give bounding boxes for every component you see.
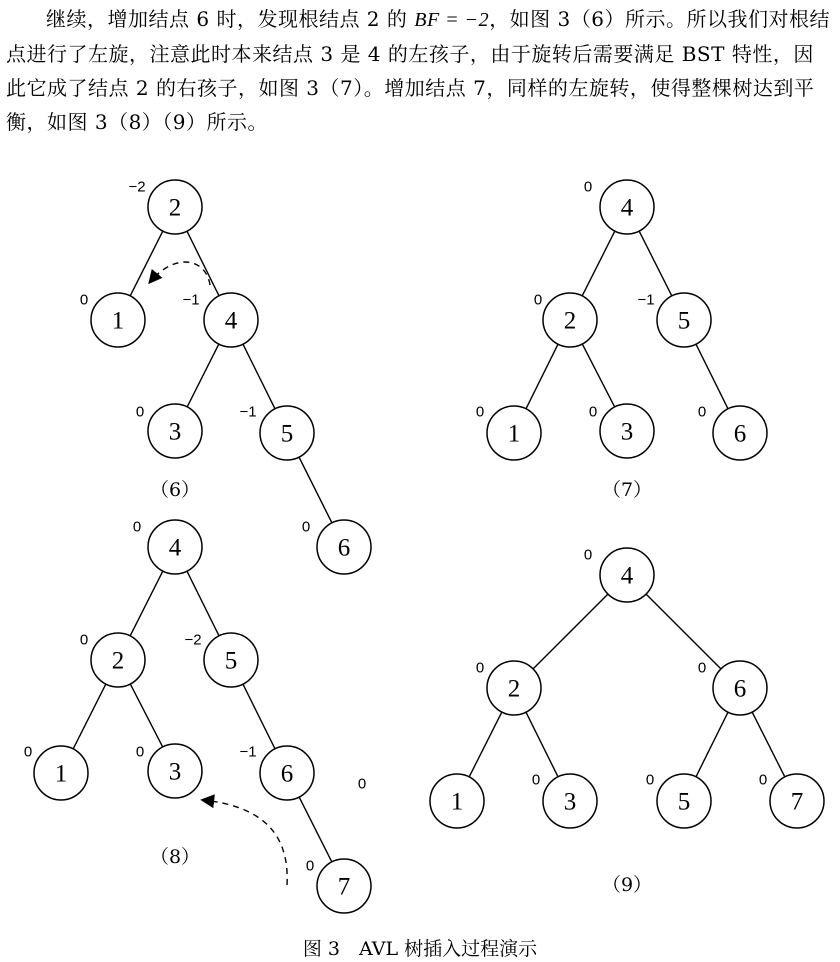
tree7-node-5: [657, 293, 711, 347]
tree7-edge-2-3: [582, 344, 614, 407]
node-key: 1: [507, 420, 521, 448]
tree9-edge-2-1: [469, 712, 502, 777]
tree8-bf-4: 0: [132, 518, 142, 536]
tree9-node-4: [600, 548, 654, 602]
tree8-bf-3: 0: [135, 743, 145, 761]
tree6-node-4: [204, 293, 258, 347]
tree6-node-3: [148, 404, 202, 458]
tree8-bf-5: −2: [184, 631, 202, 649]
node-key: 4: [168, 534, 182, 562]
tree6-edge-4-3: [187, 344, 219, 407]
node-key: 5: [224, 647, 238, 675]
tree8-bf-7: 0: [305, 857, 315, 875]
tree8-node-2: [91, 633, 145, 687]
tree8-node-3: [148, 744, 202, 798]
tree6-edge-5-6: [299, 457, 332, 523]
tree6-node-5: [260, 406, 314, 460]
tree6-edge-4-5: [243, 344, 275, 409]
tree9-bf-3: 0: [531, 771, 541, 789]
tree7-bf-6: 0: [697, 403, 707, 421]
node-key: 3: [168, 758, 182, 786]
tree6-bf-3: 0: [135, 403, 145, 421]
tree6-bf-6: 0: [301, 518, 311, 536]
node-key: 6: [280, 760, 294, 788]
tree8-node-6: [260, 746, 314, 800]
node-key: 4: [224, 307, 238, 335]
tree9-bf-2: 0: [475, 659, 485, 677]
tree8-bf-2: 0: [79, 631, 89, 649]
node-key: 5: [677, 307, 691, 335]
node-key: 7: [337, 873, 351, 901]
tree9-node-5: [657, 774, 711, 828]
tree6-edge-2-1: [130, 231, 163, 296]
tree8-edge-4-5: [187, 571, 219, 636]
node-key: 5: [677, 788, 691, 816]
node-key: 6: [733, 675, 747, 703]
tree7-bf-1: 0: [475, 403, 485, 421]
tree8-edge-4-2: [130, 571, 163, 636]
node-key: 3: [168, 418, 182, 446]
tree8-rotation-arrow: [203, 800, 287, 885]
balance-factor-formula: BF = −2: [414, 9, 490, 31]
tree6-bf-2: −2: [128, 178, 146, 196]
node-key: 2: [168, 194, 182, 222]
tree9-bf-4: 0: [583, 546, 593, 564]
tree8-node-4: [148, 520, 202, 574]
tree9-node-2: [487, 661, 541, 715]
tree6-rotation-arrow: [150, 262, 210, 285]
tree9-edge-4-6: [646, 594, 721, 669]
tree6-node-2: [148, 180, 202, 234]
tree8-node-7: [317, 859, 371, 913]
node-key: 4: [620, 562, 634, 590]
tree7-node-3: [600, 404, 654, 458]
node-key: 6: [337, 534, 351, 562]
tree7-edge-4-2: [582, 231, 615, 296]
tree9-bf-6: 0: [697, 659, 707, 677]
tree8-node-1: [34, 746, 88, 800]
node-key: 5: [280, 420, 294, 448]
tree9-node-1: [430, 774, 484, 828]
tree7-edge-2-1: [526, 344, 558, 409]
node-key: 2: [111, 647, 125, 675]
tree9-label: （9）: [601, 874, 653, 896]
node-key: 7: [790, 788, 804, 816]
tree8-bf-6: −1: [239, 743, 257, 761]
paragraph-part1: 继续，增加结点 6 时，发现根结点 2 的: [46, 7, 415, 31]
tree9-edge-2-3: [526, 712, 558, 777]
tree9-bf-7: 0: [758, 771, 768, 789]
tree7-bf-4: 0: [583, 178, 593, 196]
tree6-bf-1: 0: [79, 291, 89, 309]
tree6-bf-5: −1: [239, 403, 257, 421]
tree7-edge-5-6: [696, 344, 728, 409]
node-key: 3: [620, 418, 634, 446]
figure-caption: 图 3 AVL 树插入过程演示: [302, 938, 538, 960]
tree9-edge-4-2: [533, 594, 608, 669]
tree7-label: （7）: [601, 479, 653, 501]
node-key: 6: [733, 420, 747, 448]
tree6-edge-2-4: [187, 231, 219, 296]
tree6-label: （6）: [149, 479, 201, 501]
tree9-edge-6-5: [696, 712, 728, 777]
node-key: 4: [620, 194, 634, 222]
tree8-edge-5-6: [243, 684, 275, 749]
tree9-bf-5: 0: [645, 771, 655, 789]
tree9-node-3: [543, 774, 597, 828]
tree7-node-6: [713, 406, 767, 460]
tree8-node-5: [204, 633, 258, 687]
tree7-edge-4-5: [639, 231, 672, 296]
tree7-bf-3: 0: [588, 403, 598, 421]
tree7-bf-5: −1: [637, 291, 655, 309]
tree8-edge-2-1: [73, 684, 106, 749]
tree8-bf-1: 0: [23, 743, 33, 761]
tree7-node-2: [543, 293, 597, 347]
tree6-node-1: [91, 293, 145, 347]
tree7-node-4: [600, 180, 654, 234]
node-key: 1: [54, 760, 68, 788]
tree9-node-7: [770, 774, 824, 828]
node-key: 2: [507, 675, 521, 703]
tree7-node-1: [487, 406, 541, 460]
tree7-bf-2: 0: [533, 291, 543, 309]
tree9-edge-6-7: [752, 712, 785, 777]
node-key: 2: [563, 307, 577, 335]
tree6-node-6: [317, 520, 371, 574]
node-key: 1: [450, 788, 464, 816]
node-key: 3: [563, 788, 577, 816]
tree9-node-6: [713, 661, 767, 715]
node-key: 1: [111, 307, 125, 335]
tree8-edge-2-3: [130, 684, 162, 747]
tree8-stray-label: 0: [357, 775, 367, 793]
paragraph-part2: ，如图 3（6）所示。所以我们对根结点进行了左旋，注意此时本来结点 3 是 4 的左孩子，由于旋转后需要满足 BST 特性，因此它成了结点 2 的右孩子，如图 3（7）。增加结点 7，同样的左旋转，使得整棵树达到平衡，如图 3（8）（9）所示。: [6, 7, 830, 134]
tree8-label: （8）: [149, 846, 201, 868]
tree8-edge-6-7: [299, 797, 332, 862]
tree6-bf-4: −1: [182, 291, 200, 309]
